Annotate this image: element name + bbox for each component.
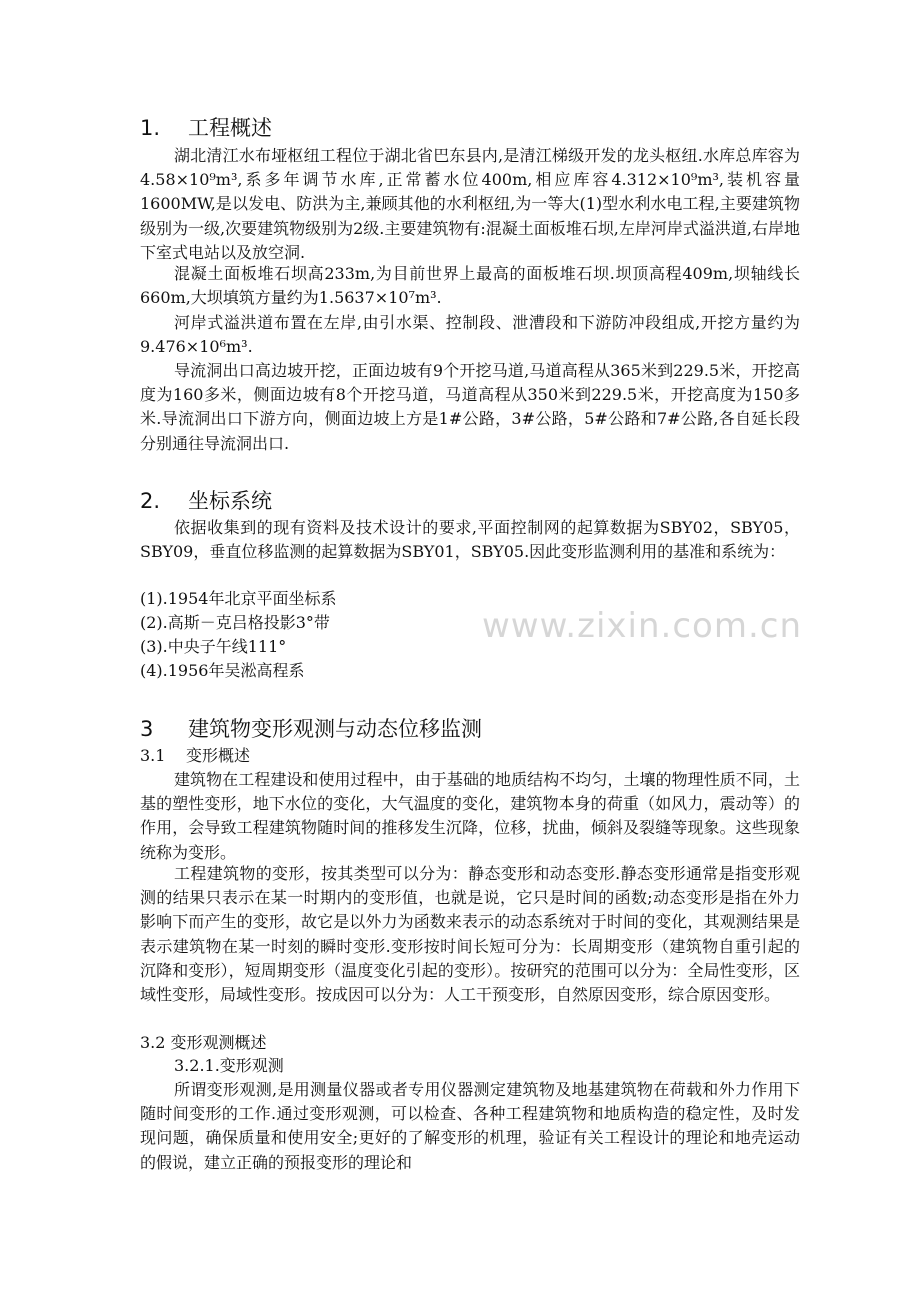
subsection-3-1-paragraph-2: 工程建筑物的变形，按其类型可以分为：静态变形和动态变形.静态变形通常是指变形观测的结果只表示在某一时期内的变形值，也就是说，它只是时间的函数;动态变形是指在外力影响下而产生的变形，故它是以外力为函数来表示的动态系统对于时间的变化，其观测结果是表示建筑物在某一时刻的瞬时变形.变形按时间长短可分为：长周期变形（建筑物自重引起的沉降和变形），短周期变形（温度变化引起的变形）。按研究的范围可以分为：全局性变形，区域性变形，局域性变形。按成因可以分为：人工干预变形，自然原因变形，综合原因变形。 — [140, 864, 800, 1005]
subsection-3-2-1-paragraph: 所谓变形观测,是用测量仪器或者专用仪器测定建筑物及地基建筑物在荷载和外力作用下随时间变形的工作.通过变形观测，可以检查、各种工程建筑物和地质构造的稳定性，及时发现问题，确保质量和使用安全;更好的了解变形的机理，验证有关工程设计的理论和地壳运动的假说，建立正确的预报变形的理论和 — [140, 1080, 800, 1172]
subsection-3-1-number: 3.1 — [140, 746, 166, 765]
section-1-number: 1. — [140, 116, 161, 140]
subsection-3-2-heading: 3.2 变形观测概述 — [140, 1033, 267, 1052]
section-3-heading — [140, 716, 482, 742]
coordinate-system-item: (3).中央子午线111° — [140, 637, 287, 656]
section-3-number: 3 — [140, 717, 154, 741]
subsection-3-1-heading — [140, 745, 250, 767]
coordinate-system-item: (2).高斯－克吕格投影3°带 — [140, 613, 330, 632]
subsection-3-1-paragraph-1: 建筑物在工程建设和使用过程中，由于基础的地质结构不均匀，土壤的物理性质不同，土基的塑性变形，地下水位的变化，大气温度的变化，建筑物本身的荷重（如风力，震动等）的作用，会导致工程建筑物随时间的推移发生沉降，位移，扰曲，倾斜及裂缝等现象。这些现象统称为变形。 — [140, 770, 800, 862]
section-1-paragraph-4: 导流洞出口高边坡开挖，正面边坡有9个开挖马道,马道高程从365米到229.5米，开挖高度为160多米，侧面边坡有8个开挖马道，马道高程从350米到229.5米，开挖高度为150多米.导流洞出口下游方向，侧面边坡上方是1#公路，3#公路，5#公路和7#公路,各自延长段分别通往导流洞出口. — [140, 361, 800, 453]
watermark: www.zixin.com.cn — [482, 606, 802, 646]
section-1-paragraph-1: 湖北清江水布垭枢纽工程位于湖北省巴东县内,是清江梯级开发的龙头枢纽.水库总库容为4.58×10⁹m³,系多年调节水库,正常蓄水位400m,相应库容4.312×10⁹m³,装机容量1600MW,是以发电、防洪为主,兼顾其他的水利枢纽,为一等大(1)型水利水电工程,主要建筑物级别为一级,次要建筑物级别为2级.主要建筑物有:混凝土面板堆石坝,左岸河岸式溢洪道,右岸地下室式电站以及放空洞. — [140, 146, 800, 262]
section-1-paragraph-2: 混凝土面板堆石坝高233m,为目前世界上最高的面板堆石坝.坝顶高程409m,坝轴线长660m,大坝填筑方量约为1.5637×10⁷m³. — [140, 264, 800, 308]
section-2-paragraph: 依据收集到的现有资料及技术设计的要求,平面控制网的起算数据为SBY02，SBY05，SBY09，垂直位移监测的起算数据为SBY01，SBY05.因此变形监测利用的基准和系统为： — [140, 518, 800, 562]
coordinate-system-item: (1).1954年北京平面坐标系 — [140, 589, 337, 608]
coordinate-system-item: (4).1956年吴淞高程系 — [140, 661, 305, 680]
section-1-paragraph-3: 河岸式溢洪道布置在左岸,由引水渠、控制段、泄漕段和下游防冲段组成,开挖方量约为9.476×10⁶m³. — [140, 313, 800, 357]
section-3-title: 建筑物变形观测与动态位移监测 — [188, 717, 482, 741]
section-2-number: 2. — [140, 489, 161, 513]
subsection-3-1-title: 变形概述 — [186, 746, 251, 765]
section-2-heading — [140, 488, 272, 514]
section-1-title: 工程概述 — [188, 116, 272, 140]
section-1-heading — [140, 115, 272, 141]
subsection-3-2-1-heading: 3.2.1.变形观测 — [174, 1056, 284, 1075]
section-2-title: 坐标系统 — [188, 489, 272, 513]
